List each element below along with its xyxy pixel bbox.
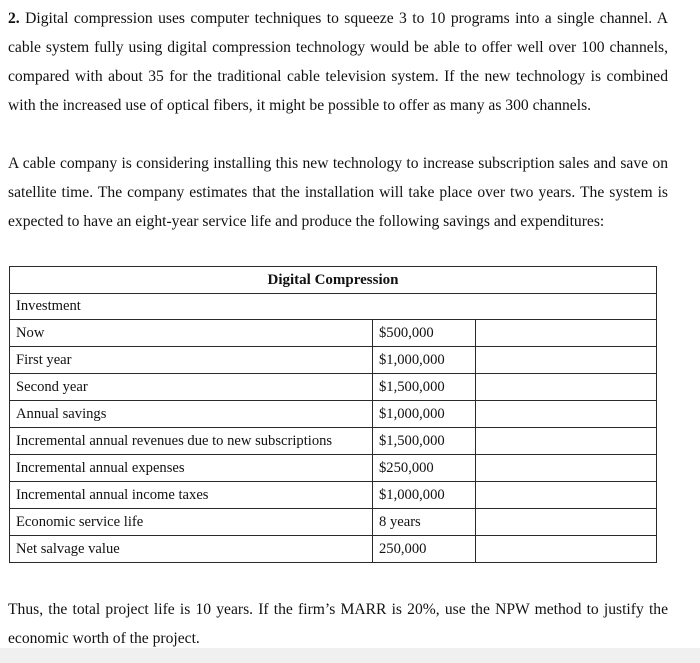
bottom-band xyxy=(0,648,700,663)
row-blank xyxy=(476,320,657,347)
row-blank xyxy=(476,509,657,536)
table-row xyxy=(10,536,657,563)
table-row xyxy=(10,347,657,374)
row-blank xyxy=(476,482,657,509)
table-row xyxy=(10,401,657,428)
row-label: Annual savings xyxy=(10,401,373,428)
row-label: Now xyxy=(10,320,373,347)
row-value: $1,000,000 xyxy=(373,401,476,428)
problem-number: 2. xyxy=(8,10,20,27)
row-label: First year xyxy=(10,347,373,374)
row-blank xyxy=(476,455,657,482)
row-blank xyxy=(476,401,657,428)
row-value: $1,000,000 xyxy=(373,347,476,374)
row-blank xyxy=(476,428,657,455)
row-label: Incremental annual income taxes xyxy=(10,482,373,509)
row-blank xyxy=(476,347,657,374)
row-label: Second year xyxy=(10,374,373,401)
table-section-label: Investment xyxy=(10,294,657,320)
problem-context-paragraph: A cable company is considering installing this new technology to increase subscription sales and save on satellite time. The company estimates that the installation will take place over two years. The system is expected to have an eight-year service life and produce the following savings and expenditures: xyxy=(8,155,668,230)
table-section-row xyxy=(10,294,657,320)
digital-compression-table xyxy=(9,266,657,563)
row-blank xyxy=(476,374,657,401)
row-blank xyxy=(476,536,657,563)
table-row xyxy=(10,455,657,482)
row-value: $500,000 xyxy=(373,320,476,347)
problem-question-paragraph: Thus, the total project life is 10 years. If the firm’s MARR is 20%, use the NPW method to justify the economic worth of the project. xyxy=(8,601,668,647)
row-value: $1,500,000 xyxy=(373,428,476,455)
row-value: 250,000 xyxy=(373,536,476,563)
table-row xyxy=(10,374,657,401)
row-value: $1,500,000 xyxy=(373,374,476,401)
table-title-row xyxy=(10,267,657,294)
row-label: Incremental annual revenues due to new subscriptions xyxy=(10,428,373,455)
table-row xyxy=(10,482,657,509)
row-value: $250,000 xyxy=(373,455,476,482)
row-value: $1,000,000 xyxy=(373,482,476,509)
table-row xyxy=(10,320,657,347)
row-label: Economic service life xyxy=(10,509,373,536)
problem-intro-paragraph xyxy=(8,4,668,120)
row-label: Net salvage value xyxy=(10,536,373,563)
problem-intro-text: Digital compression uses computer techniques to squeeze 3 to 10 programs into a single channel. A cable system fully using digital compression technology would be able to offer well over 100 channels, compared with about 35 for the traditional cable television system. If the new technology is combined with the increased use of optical fibers, it might be possible to offer as many as 300 channels. xyxy=(8,10,668,114)
table-title: Digital Compression xyxy=(10,267,657,294)
table-row xyxy=(10,428,657,455)
row-value: 8 years xyxy=(373,509,476,536)
table-row xyxy=(10,509,657,536)
row-label: Incremental annual expenses xyxy=(10,455,373,482)
